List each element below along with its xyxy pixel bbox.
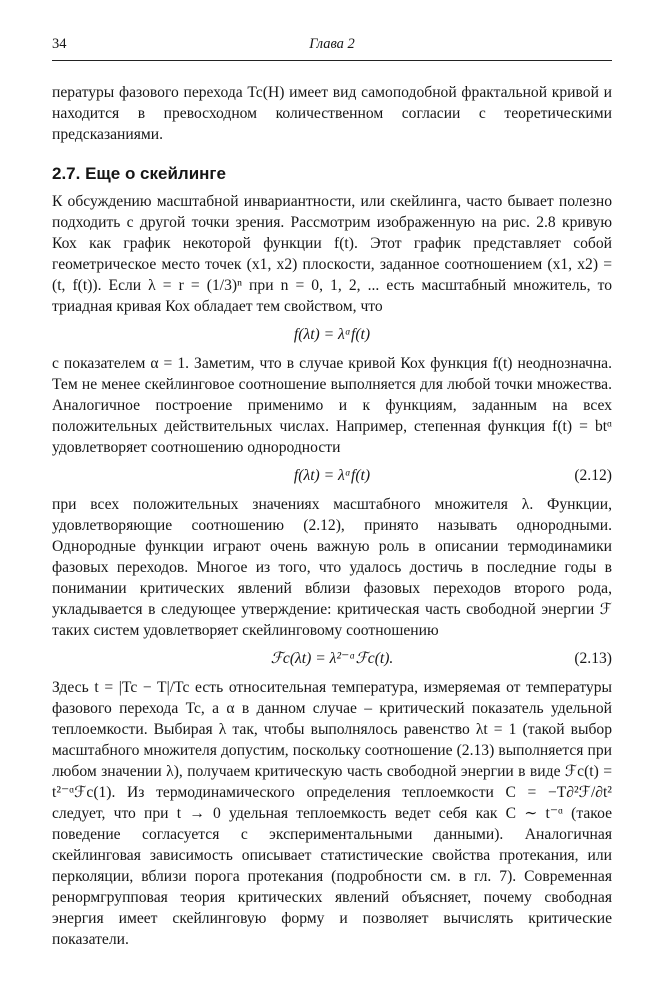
intro-paragraph: пературы фазового перехода Tc(H) имеет вид самоподобной фрактальной кривой и находится в превосходном количественном согласии с теоретическими предсказаниями.: [52, 84, 612, 143]
equation-number: (2.12): [574, 467, 612, 484]
equation-formula: f(λt) = λᵅf(t): [293, 326, 371, 343]
paragraph-1: К обсуждению масштабной инвариантности, или скейлинга, часто бывает полезно подходить с другой точки зрения. Рассмотрим изображенную на рис. 2.8 кривую Кох как график некоторой функции f(t). Этот график представляет собой геометрическое место точек (x1, x2) плоскости, заданное соотношением (x1, x2) = (t, f(t)). Если λ = r = (1/3)ⁿ при n = 0, 1, 2, ... есть масштабный множитель, то триадная кривая Кох обладает тем свойством, что: [52, 193, 612, 315]
section-heading: 2.7. Еще о скейлинге: [52, 164, 226, 183]
equation-1: [52, 324, 612, 345]
running-title: Глава 2: [309, 36, 355, 52]
equation-formula: f(λt) = λᵅf(t): [293, 467, 371, 484]
equation-2-13: [52, 648, 612, 669]
header-rule: [52, 60, 612, 61]
page-body: [52, 82, 612, 950]
paragraph-4: Здесь t = |Tc − T|/Tc есть относительная температура, измеряемая от температуры фазового перехода Tc, а α в данном случае – критический показатель удельной теплоемкости. Выбирая λ так, чтобы выполнялось равенство λt = 1 (такой выбор масштабного множителя допустим, поскольку соотношение (2.13) выполняется при любом значении λ), получаем критическую часть свободной энергии в виде ℱc(t) = t²⁻ᵅℱc(1). Из термодинамического определения теплоемкости C = −T∂²ℱ/∂t² следует, что при t → 0 удельная теплоемкость ведет себя как C ∼ t⁻ᵅ (такое поведение согласуется с экспериментальными данными). Аналогичная скейлинговая зависимость описывает статистические свойства протекания, или перколяции, вблизи порога протекания (подробности см. в гл. 7). Современная ренормгрупповая теория критических явлений объясняет, почему свободная энергия имеет скейлинговую форму и позволяет вычислять критические показатели.: [52, 679, 612, 948]
page-header: [52, 36, 612, 56]
equation-formula: ℱc(λt) = λ²⁻ᵅℱc(t).: [270, 650, 394, 667]
equation-number: (2.13): [574, 650, 612, 667]
page-number: 34: [52, 36, 67, 52]
equation-2-12: [52, 465, 612, 486]
paragraph-3: при всех положительных значениях масштабного множителя λ. Функции, удовлетворяющие соотношению (2.12), принято называть однородными. Однородные функции играют очень важную роль в описании термодинамики фазовых переходов. Многое из того, что удалось достичь в последние годы в понимании критических явлений вблизи фазовых переходов второго рода, укладывается в следующее утверждение: критическая часть свободной энергии ℱ таких систем удовлетворяет скейлинговому соотношению: [52, 496, 612, 639]
paragraph-2: с показателем α = 1. Заметим, что в случае кривой Кох функция f(t) неоднозначна. Тем не менее скейлинговое соотношение выполняется для любой точки множества. Аналогичное построение применимо и к функциям, заданным на всех положительных действительных числах. Например, степенная функция f(t) = btᵅ удовлетворяет соотношению однородности: [52, 355, 612, 456]
